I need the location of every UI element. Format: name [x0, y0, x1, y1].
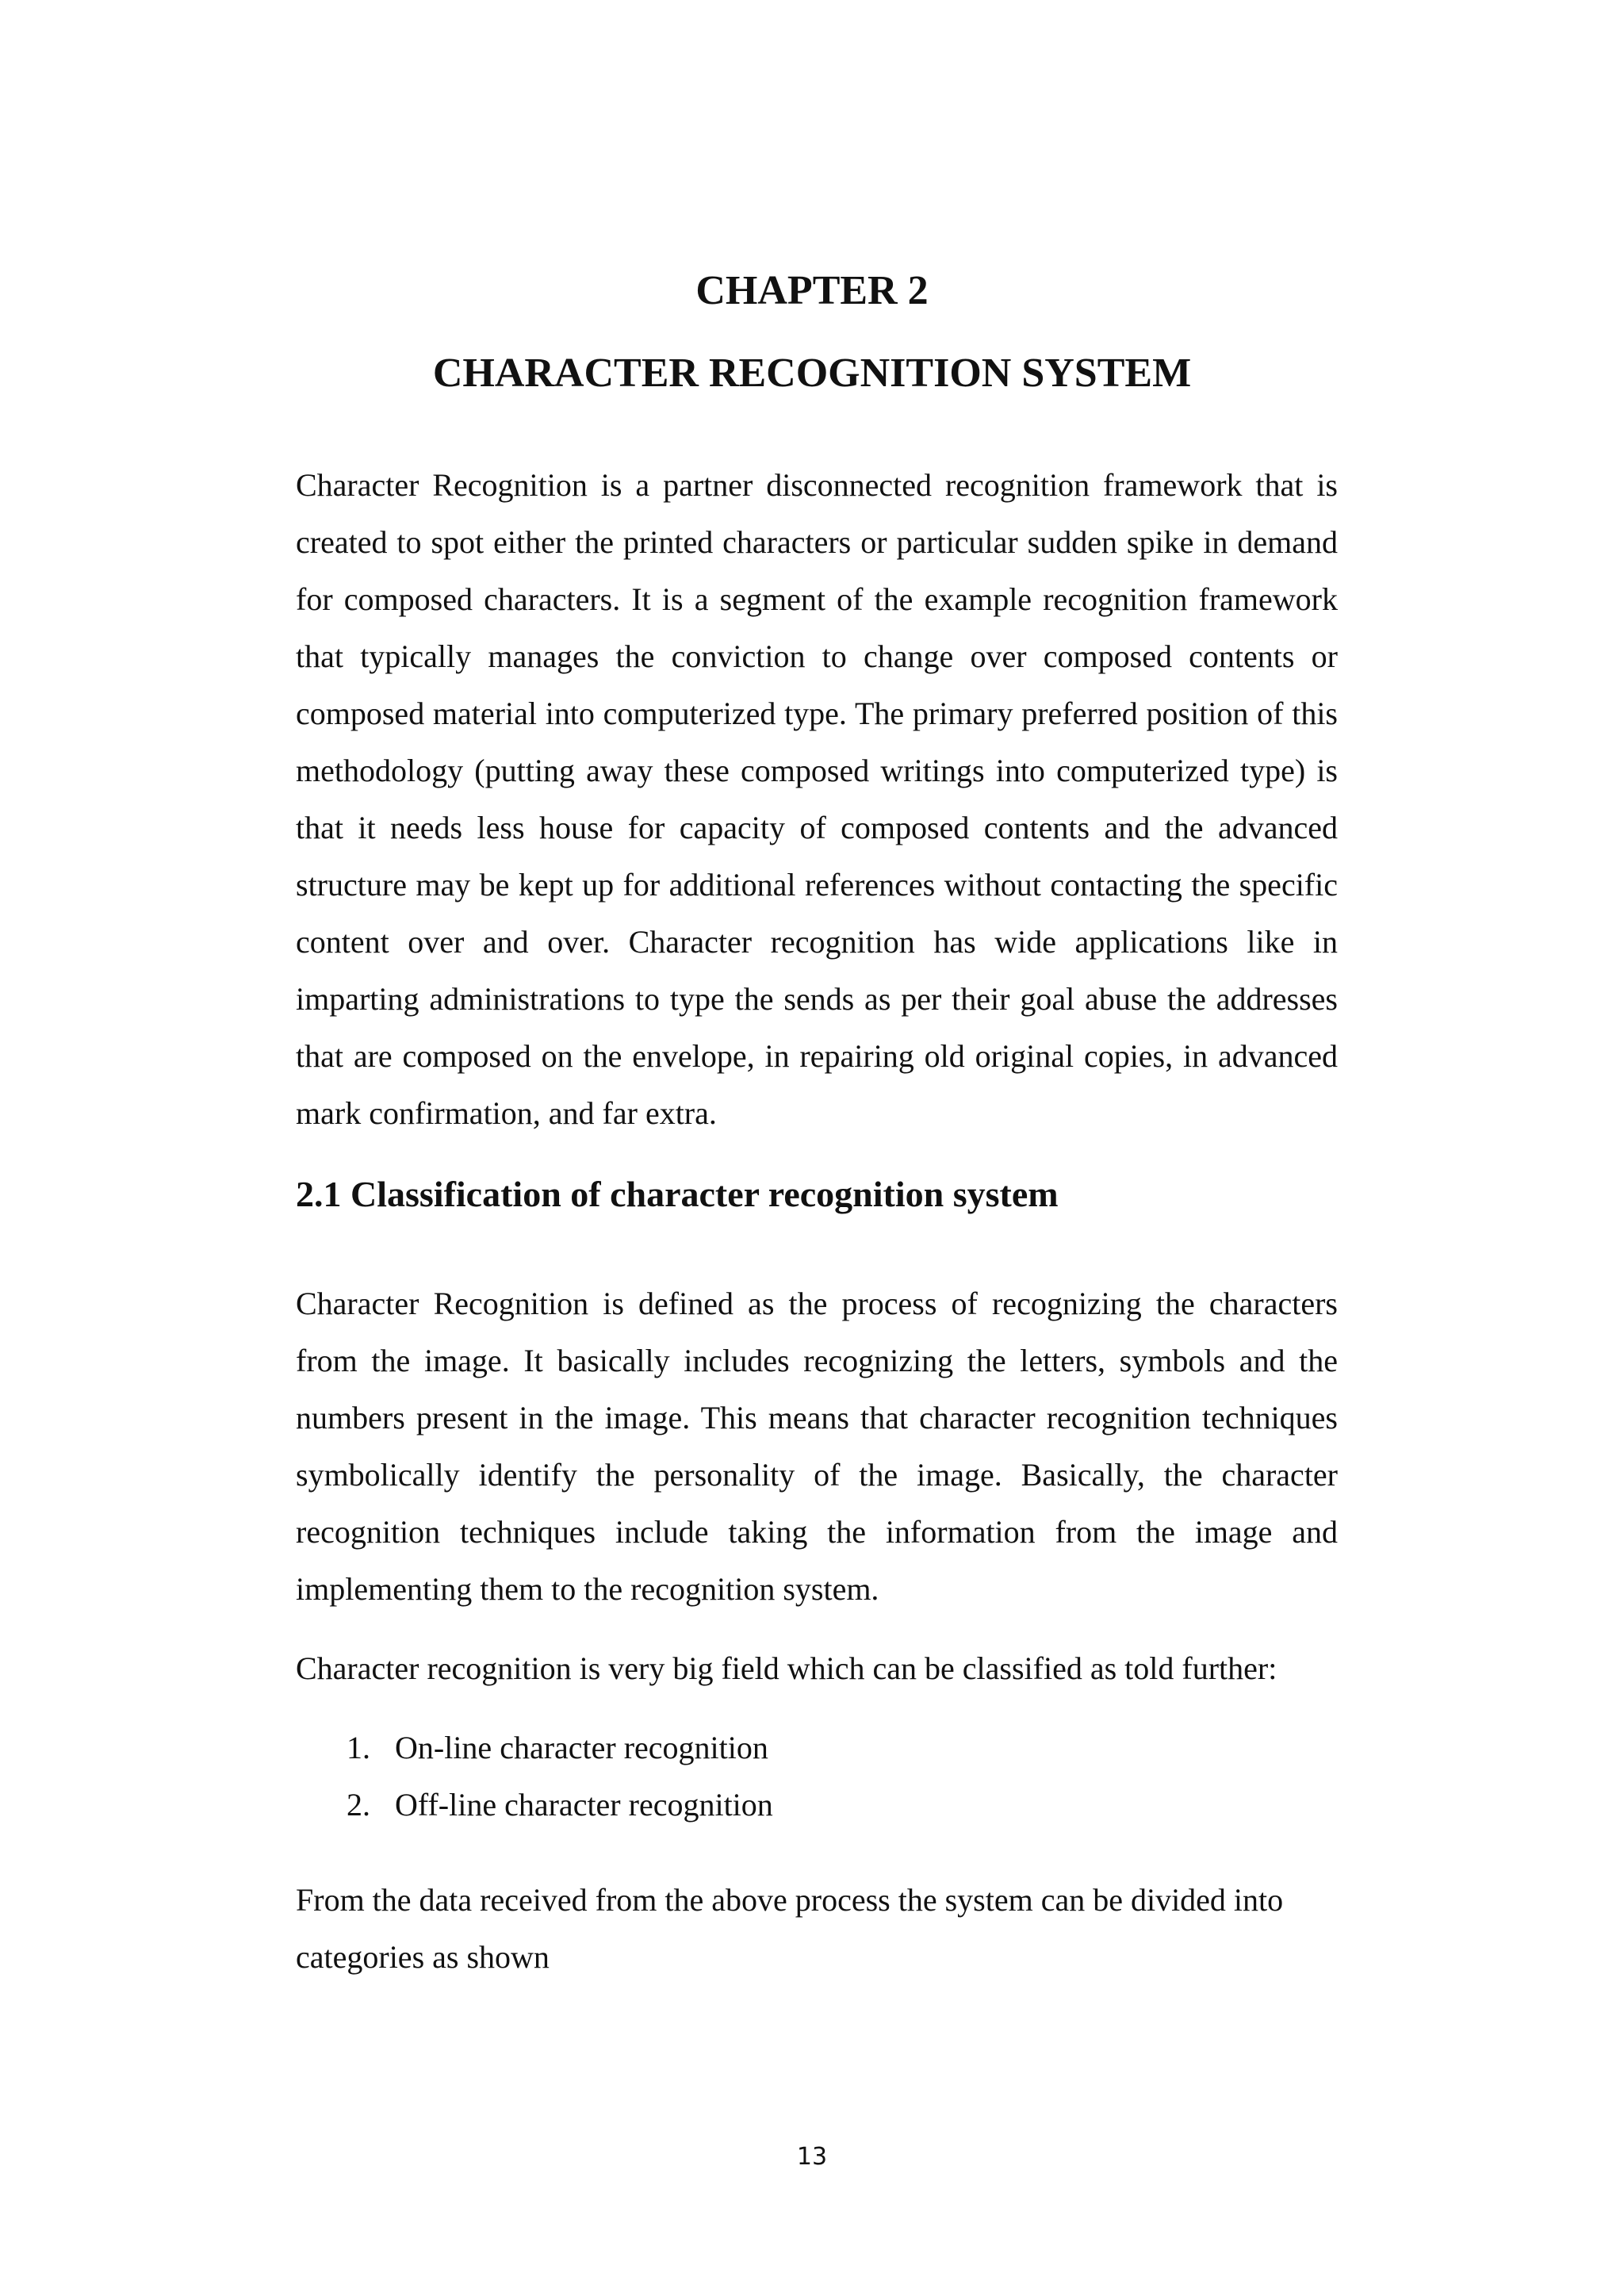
list-item-number: 1.	[347, 1730, 370, 1765]
section-heading: 2.1 Classification of character recognition system	[296, 1174, 1059, 1214]
page-number: 13	[796, 2143, 828, 2171]
list-item-number: 2.	[347, 1787, 370, 1823]
list-item	[296, 1777, 1338, 1834]
chapter-number: CHAPTER 2	[695, 268, 929, 313]
chapter-title: CHARACTER RECOGNITION SYSTEM	[432, 351, 1192, 396]
classification-intro-paragraph: Character recognition is very big field which can be classified as told further:	[296, 1650, 1277, 1686]
list-item	[296, 1719, 1338, 1777]
list-item-text: Off-line character recognition	[395, 1787, 773, 1823]
classification-list	[296, 1719, 1338, 1834]
definition-paragraph: Character Recognition is defined as the process of recognizing the characters from the image. It basically includes recognizing the letters, symbols and the numbers present in the image. This means that character recognition techniques symbolically identify the personality of the image. Basically, the character recognition techniques include taking the information from the image and implementing them to the recognition system.	[296, 1286, 1338, 1607]
list-item-text: On-line character recognition	[395, 1730, 768, 1765]
closing-paragraph: From the data received from the above process the system can be divided into categories as shown	[296, 1882, 1284, 1975]
intro-paragraph: Character Recognition is a partner disconnected recognition framework that is created to spot either the printed characters or particular sudden spike in demand for composed characters. It is a segment of the example recognition framework that typically manages the conviction to change over composed contents or composed material into computerized type. The primary preferred position of this methodology (putting away these composed writings into computerized type) is that it needs less house for capacity of composed contents and the advanced structure may be kept up for additional references without contacting the specific content over and over. Character recognition has wide applications like in imparting administrations to type the sends as per their goal abuse the addresses that are composed on the envelope, in repairing old original copies, in advanced mark confirmation, and far extra.	[296, 467, 1338, 1131]
